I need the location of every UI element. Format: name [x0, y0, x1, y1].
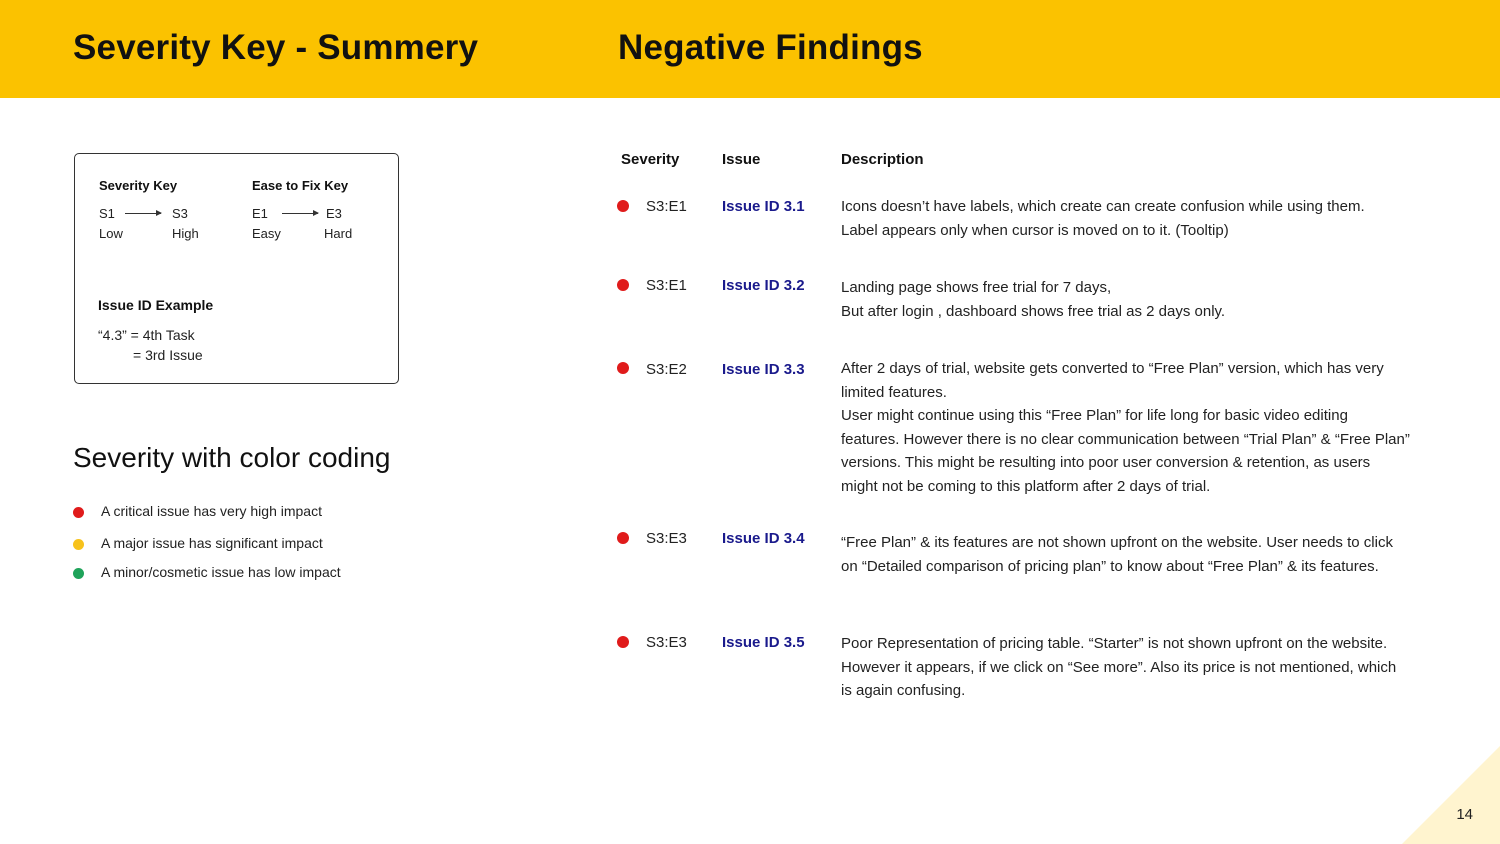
description-line: But after login , dashboard shows free trial as 2 days only. — [841, 302, 1226, 320]
finding-issue-id: Issue ID 3.1 — [722, 198, 805, 215]
finding-issue-id: Issue ID 3.4 — [722, 530, 805, 547]
finding-severity: S3:E3 — [646, 634, 687, 651]
critical-dot-icon — [617, 200, 629, 212]
column-header-description: Description — [841, 151, 924, 168]
description-line: Icons doesn’t have labels, which create can create confusion while using them. — [841, 198, 1365, 215]
issue-id-example-line2: = 3rd Issue — [133, 347, 203, 363]
description-line: is again confusing. — [841, 682, 966, 699]
finding-description — [841, 195, 1441, 242]
color-coding-heading: Severity with color coding — [73, 442, 391, 473]
page-number: 14 — [1456, 806, 1473, 823]
page-title-severity-key: Severity Key - Summery — [73, 28, 479, 67]
finding-description — [841, 531, 1441, 578]
critical-dot-icon — [617, 636, 629, 648]
key-box — [74, 153, 399, 384]
red-dot-icon — [73, 507, 84, 518]
critical-dot-icon — [617, 362, 629, 374]
severity-key-title: Severity Key — [99, 178, 178, 193]
ease-key-title: Ease to Fix Key — [252, 178, 349, 193]
severity-key-to-code: S3 — [172, 206, 188, 221]
description-line: User might continue using this “Free Plan” for life long for basic video editing — [841, 407, 1348, 424]
legend-label: A major issue has significant impact — [101, 535, 323, 551]
critical-dot-icon — [617, 532, 629, 544]
description-line: However it appears, if we click on “See more”. Also its price is not mentioned, which — [841, 658, 1397, 676]
finding-severity: S3:E1 — [646, 198, 687, 215]
ease-key-from-code: E1 — [252, 206, 268, 221]
severity-key-to-label: High — [172, 226, 199, 241]
finding-description — [841, 276, 1441, 323]
finding-severity: S3:E2 — [646, 361, 687, 378]
finding-issue-id: Issue ID 3.2 — [722, 277, 805, 294]
finding-severity: S3:E3 — [646, 530, 687, 547]
legend-label: A minor/cosmetic issue has low impact — [101, 564, 341, 580]
finding-description — [841, 357, 1441, 498]
header-bar — [0, 0, 1500, 98]
description-line: Label appears only when cursor is moved on to it. (Tooltip) — [841, 221, 1229, 239]
description-line: Poor Representation of pricing table. “Starter” is not shown upfront on the website. — [841, 635, 1388, 652]
finding-issue-id: Issue ID 3.3 — [722, 361, 805, 378]
finding-description — [841, 632, 1441, 703]
severity-key-from-label: Low — [99, 226, 123, 241]
description-line: versions. This might be resulting into poor user conversion & retention, as users — [841, 454, 1371, 471]
green-dot-icon — [73, 568, 84, 579]
issue-id-example-line1: “4.3” = 4th Task — [98, 327, 195, 343]
legend-label: A critical issue has very high impact — [101, 503, 322, 519]
issue-id-example-title: Issue ID Example — [98, 297, 214, 313]
severity-arrow-icon — [125, 213, 161, 214]
finding-issue-id: Issue ID 3.5 — [722, 634, 805, 651]
ease-key-from-label: Easy — [252, 226, 281, 241]
column-header-severity: Severity — [621, 151, 680, 168]
description-line: After 2 days of trial, website gets converted to “Free Plan” version, which has very — [841, 360, 1384, 377]
page-title-negative-findings: Negative Findings — [618, 28, 923, 67]
ease-key-to-label: Hard — [324, 226, 353, 241]
description-line: might not be coming to this platform after 2 days of trial. — [841, 477, 1211, 495]
finding-severity: S3:E1 — [646, 277, 687, 294]
critical-dot-icon — [617, 279, 629, 291]
description-line: on “Detailed comparison of pricing plan” to know about “Free Plan” & its features. — [841, 557, 1379, 575]
description-line: features. However there is no clear communication between “Trial Plan” & “Free Plan” — [841, 430, 1410, 448]
corner-decoration — [1402, 746, 1500, 844]
description-line: limited features. — [841, 383, 947, 401]
ease-arrow-icon — [282, 213, 318, 214]
description-line: Landing page shows free trial for 7 days, — [841, 279, 1112, 296]
yellow-dot-icon — [73, 539, 84, 550]
description-line: “Free Plan” & its features are not shown upfront on the website. User needs to click — [841, 534, 1393, 551]
column-header-issue: Issue — [722, 151, 761, 168]
severity-key-from-code: S1 — [99, 206, 115, 221]
ease-key-to-code: E3 — [326, 206, 342, 221]
